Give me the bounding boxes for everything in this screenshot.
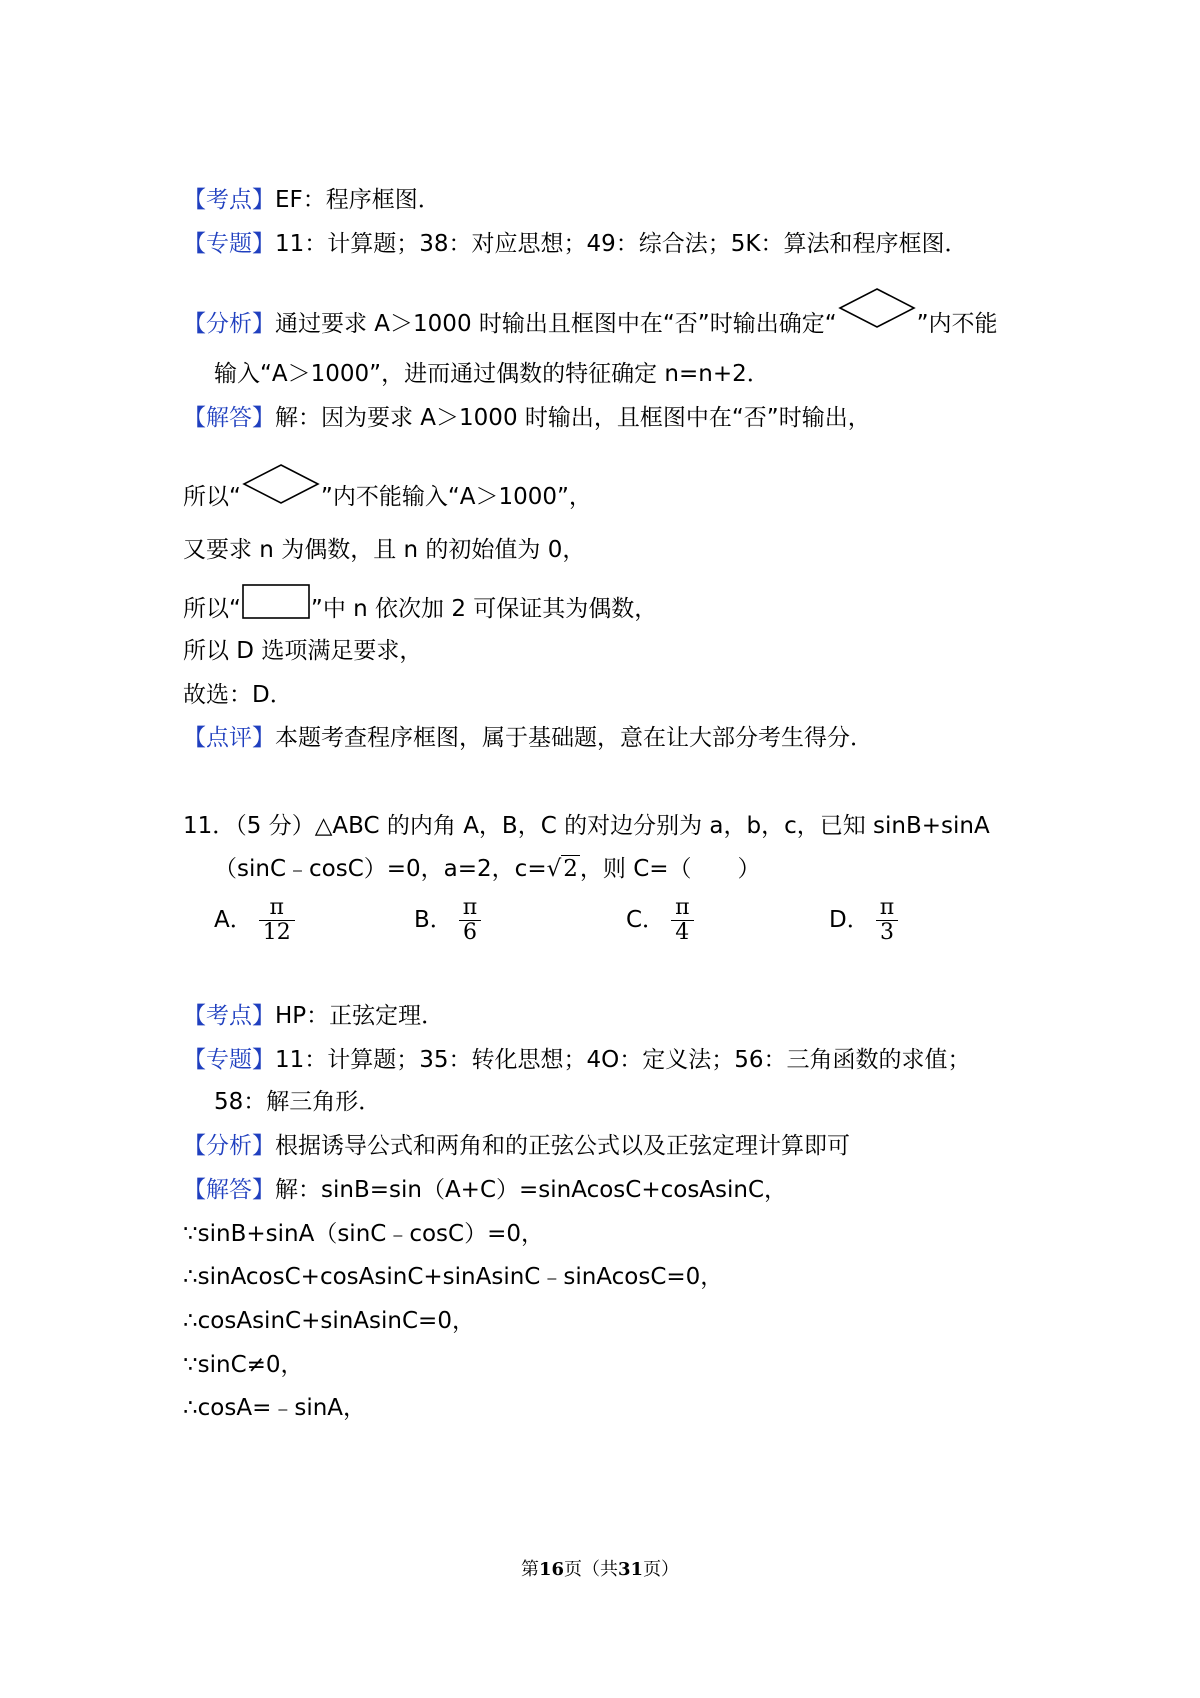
step-2 bbox=[183, 1262, 723, 1292]
jieda-text: 解：sinB=sin（A+C）=sinAcosC+cosAsinC， bbox=[275, 1177, 788, 1203]
dianping-tag: 【点评】 bbox=[183, 725, 275, 751]
line5-suffix: ”内不能输入“A＞1000”， bbox=[320, 484, 592, 510]
stem-line-2b: ，则 C=（ ） bbox=[579, 856, 761, 882]
sqrt-radicand: 2 bbox=[563, 856, 578, 882]
zhuanti-text-2: 58：解三角形． bbox=[214, 1089, 382, 1115]
option-d bbox=[829, 896, 898, 945]
jieda-line bbox=[183, 403, 871, 433]
step-4 bbox=[183, 1350, 304, 1380]
fenxi-tag: 【分析】 bbox=[183, 311, 275, 337]
step-text: ∵sinB+sinA（sinC﹣cosC）=0， bbox=[183, 1221, 544, 1247]
fraction bbox=[459, 896, 481, 945]
fenxi-line bbox=[183, 309, 998, 339]
step-text: ∴cosAsinC+sinAsinC=0， bbox=[183, 1308, 475, 1334]
fraction-denominator: 4 bbox=[675, 920, 690, 945]
option-b bbox=[414, 896, 481, 945]
kaodian-line bbox=[183, 185, 441, 215]
step-text: ∴cosA=﹣sinA， bbox=[183, 1395, 367, 1421]
step-1 bbox=[183, 1219, 544, 1249]
fraction-numerator: π bbox=[671, 896, 693, 921]
zhuanti-text: 11：计算题；35：转化思想；4O：定义法；56：三角函数的求值； bbox=[275, 1047, 971, 1073]
fraction bbox=[259, 896, 295, 945]
diamond-decision-icon bbox=[837, 286, 917, 338]
question-11-stem-2 bbox=[214, 854, 761, 884]
kaodian-tag: 【考点】 bbox=[183, 1003, 275, 1029]
zhuanti-text: 11：计算题；38：对应思想；49：综合法；5K：算法和程序框图． bbox=[275, 231, 968, 257]
option-label: D． bbox=[829, 907, 870, 933]
jieda-text: 解：因为要求 A＞1000 时输出，且框图中在“否”时输出， bbox=[275, 405, 871, 431]
step-text: ∵sinC≠0， bbox=[183, 1352, 304, 1378]
fraction-numerator: π bbox=[459, 896, 481, 921]
stem-line-1: 11．（5 分）△ABC 的内角 A，B，C 的对边分别为 a，b，c，已知 sinB+sinA bbox=[183, 813, 990, 839]
solution-line-9 bbox=[183, 680, 293, 710]
option-c bbox=[626, 896, 694, 945]
total-pages: 31 bbox=[618, 1559, 644, 1580]
kaodian-tag: 【考点】 bbox=[183, 187, 275, 213]
fenxi-text-c: 输入“A＞1000”，进而通过偶数的特征确定 n=n+2． bbox=[214, 361, 770, 387]
fenxi-text-b: ”内不能 bbox=[916, 311, 998, 337]
solution-line-8 bbox=[183, 636, 422, 666]
jieda-tag: 【解答】 bbox=[183, 1177, 275, 1203]
diamond-decision-icon bbox=[241, 462, 321, 512]
line5-prefix: 所以“ bbox=[183, 484, 241, 510]
footer-mid: 页（共 bbox=[564, 1559, 618, 1580]
page-number: 16 bbox=[538, 1559, 564, 1580]
fenxi-tag: 【分析】 bbox=[183, 1133, 275, 1159]
dianping-line bbox=[183, 723, 873, 753]
option-label: B． bbox=[414, 907, 453, 933]
fraction-numerator: π bbox=[876, 896, 898, 921]
page-footer bbox=[0, 1555, 1200, 1581]
zhuanti-line bbox=[183, 229, 968, 259]
fraction-denominator: 3 bbox=[879, 920, 894, 945]
step-5 bbox=[183, 1393, 366, 1423]
fraction-numerator: π bbox=[259, 896, 295, 921]
question-11-stem bbox=[183, 811, 990, 841]
jieda-line-2 bbox=[183, 1175, 787, 1205]
step-text: ∴sinAcosC+cosAsinC+sinAsinC﹣sinAcosC=0， bbox=[183, 1264, 724, 1290]
fenxi-text-a: 通过要求 A＞1000 时输出且框图中在“否”时输出确定“ bbox=[275, 311, 837, 337]
line8-text: 所以 D 选项满足要求， bbox=[183, 638, 423, 664]
zhuanti-line-2 bbox=[183, 1045, 971, 1075]
step-3 bbox=[183, 1306, 475, 1336]
zhuanti-line-2-cont bbox=[214, 1087, 381, 1117]
dianping-text: 本题考查程序框图，属于基础题，意在让大部分考生得分． bbox=[275, 725, 873, 751]
option-label: C． bbox=[626, 907, 666, 933]
jieda-tag: 【解答】 bbox=[183, 405, 275, 431]
sqrt-expression: √2 bbox=[546, 856, 578, 882]
line6-text: 又要求 n 为偶数，且 n 的初始值为 0， bbox=[183, 537, 586, 563]
solution-line-5 bbox=[183, 482, 592, 512]
fenxi-line-2 bbox=[183, 1131, 850, 1161]
fraction bbox=[671, 896, 693, 945]
fenxi-line-2 bbox=[214, 359, 770, 389]
kaodian-text: EF：程序框图． bbox=[275, 187, 441, 213]
solution-line-7 bbox=[183, 594, 657, 624]
fenxi-text: 根据诱导公式和两角和的正弦公式以及正弦定理计算即可 bbox=[275, 1133, 850, 1159]
footer-post: 页） bbox=[643, 1559, 680, 1580]
kaodian-text: HP：正弦定理． bbox=[275, 1003, 445, 1029]
footer-pre: 第 bbox=[520, 1559, 539, 1580]
option-a bbox=[214, 896, 295, 945]
option-label: A． bbox=[214, 907, 253, 933]
fraction-denominator: 12 bbox=[262, 920, 291, 945]
zhuanti-tag: 【专题】 bbox=[183, 1047, 275, 1073]
fraction-denominator: 6 bbox=[463, 920, 478, 945]
stem-line-2a: （sinC﹣cosC）=0，a=2，c= bbox=[214, 856, 547, 882]
line7-suffix: ”中 n 依次加 2 可保证其为偶数， bbox=[310, 596, 658, 622]
rectangle-process-icon bbox=[241, 582, 311, 622]
zhuanti-tag: 【专题】 bbox=[183, 231, 275, 257]
line7-prefix: 所以“ bbox=[183, 596, 241, 622]
solution-line-6 bbox=[183, 535, 585, 565]
line9-text: 故选：D． bbox=[183, 682, 293, 708]
kaodian-line-2 bbox=[183, 1001, 444, 1031]
fraction bbox=[876, 896, 898, 945]
